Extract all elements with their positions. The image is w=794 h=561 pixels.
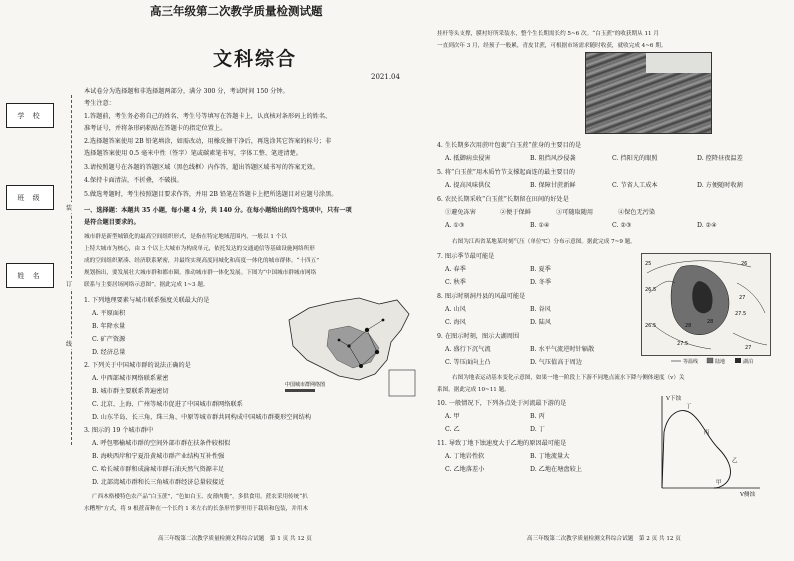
passage-line: 规划指出，要发展壮大城市群和都市圈，推动城市群一体化发展。下图为“中国城市群城市网络 — [84, 270, 317, 276]
option: B. 水平气流逆时针辐散 — [530, 346, 595, 353]
option: D. 冬季 — [530, 279, 552, 286]
passage-line: 右图为江西省某地某时刻气压（单位℃）分布示意图。据此完成 7~9 题。 — [452, 239, 636, 245]
class-label: 班 级 — [17, 194, 43, 202]
option: B. 谷风 — [530, 306, 551, 313]
statement: ④保色无污染 — [618, 209, 656, 216]
isotherm-label: 26 — [741, 261, 748, 267]
binding-line-mark: 线 — [66, 338, 72, 349]
class-box — [6, 185, 54, 210]
passage-line: 城市群是新型城镇化的最高空间组织形式，是指在特定地域范围内，一般以 1 个以 — [84, 234, 287, 240]
passage-line: 系图。据此完成 10~11 题。 — [437, 387, 510, 393]
erosion-graph — [648, 392, 768, 498]
point-jia: 甲 — [716, 480, 722, 486]
legend-isotherm: 等温线 — [683, 359, 699, 365]
note-line: 2.选择题答案使用 2B 铅笔填涂，如需改动，用橡皮擦干净后，再选涂其它答案的标号；非 — [84, 138, 332, 145]
binding-seal-mark: 装 — [66, 202, 72, 213]
sugarcane-photo — [585, 52, 712, 134]
option: D. 方便随时收割 — [697, 182, 743, 189]
point-bing: 丙 — [704, 430, 710, 436]
isotherm-label: 27 — [739, 295, 746, 301]
note-line: 1.答题前，考生务必将自己的姓名、考生号等填写在答题卡上，认真核对条形码上的姓名、 — [84, 113, 332, 120]
note-line: 4.保持卡面清洁，不折叠，不破损。 — [84, 177, 183, 184]
option: C. 挡阳光的眼照 — [612, 155, 658, 162]
option: C. 海风 — [445, 319, 466, 326]
option: A. 春季 — [445, 266, 466, 273]
legend-land: 陆地 — [715, 359, 726, 365]
note-line: 准考证号，并将条形码粘贴在答题卡的指定位置上。 — [84, 125, 227, 132]
question-9: 9. 在图示时刻，图示大湖周围 — [437, 333, 520, 340]
question-1: 1. 下列地理要素与城市联系强度关联最大的是 — [84, 297, 210, 304]
option: C. 乙地落差小 — [445, 466, 485, 473]
isotherm-map — [641, 253, 771, 365]
school-label: 学 校 — [17, 112, 43, 120]
option: A. 平原面积 — [92, 310, 126, 317]
option: B. 海峡西岸和宁夏沿黄城市群产业结构互补性强 — [92, 453, 225, 460]
option: B. ①④ — [530, 222, 550, 229]
option: B. 年降水量 — [92, 323, 126, 330]
option: B. 保障甘蔗新鲜 — [530, 182, 576, 189]
point-yi: 乙 — [732, 458, 738, 464]
isotherm-label: 26.5 — [645, 323, 657, 329]
option: A. ①③ — [445, 222, 465, 229]
statement: ①避免冻害 — [445, 209, 476, 216]
question-4: 4. 生长期多次用蔗叶包裹“白玉蔗”蔗身的主要目的是 — [437, 142, 582, 149]
name-box — [6, 263, 54, 288]
option: D. 山东半岛、长三角、珠三角、中原等城市群共同构成中国城市群菱形空间结构 — [92, 414, 312, 421]
passage-line: 联系与主要居场网络示意图”。据此完成 1~3 题。 — [84, 282, 209, 288]
map-caption: 中国城市群网络图 — [285, 382, 326, 388]
question-6: 6. 农民长期采收“白玉蔗”长期留在田间的好处是 — [437, 196, 569, 203]
isotherm-label: 25 — [645, 261, 652, 267]
page-footer-right: 高三年级第二次教学质量检测文科综合试题 第 2 页 共 12 页 — [527, 536, 681, 542]
question-7: 7. 图示季节最可能是 — [437, 253, 495, 260]
option: B. 丙 — [530, 413, 545, 420]
china-city-network-map — [279, 290, 419, 400]
note-line: 选择题答案使用 0.5 毫米中性（签字）笔或碳素笔书写，字体工整、笔迹清楚。 — [84, 150, 302, 157]
notice-title: 考生注意： — [84, 100, 115, 107]
option: B. 丁地流量大 — [530, 453, 570, 460]
question-10: 10. 一般情况下，下列各点处于河流最下游的是 — [437, 400, 567, 407]
note-line: 5.做选考题时，考生按照题目要求作答，并用 2B 铅笔在答题卡上把所选题目对应题号涂黑。 — [84, 191, 338, 198]
isotherm-label: 28 — [685, 323, 692, 329]
section-heading: 一、选择题：本题共 35 小题，每小题 4 分，共 140 分。在每小题给出的四个选项中，只有一项 — [84, 207, 352, 214]
option: C. 秋季 — [445, 279, 466, 286]
section-heading-cont: 是符合题目要求的。 — [84, 219, 140, 226]
statement: ③可随取随用 — [556, 209, 594, 216]
option: A. 山风 — [445, 306, 466, 313]
subject-title: 文科综合 — [213, 48, 298, 70]
option: D. 气压值高于周边 — [530, 359, 582, 366]
note-line: 3.请按照题号在各题的答题区域（黑色线框）内作答，超出答题区域书写的答案无效。 — [84, 164, 319, 171]
isotherm-label: 27.5 — [735, 311, 747, 317]
option: A. 呼包鄂榆城市群的空间外部市群在扶条件较相似 — [92, 440, 231, 447]
page-footer-left: 高三年级第二次教学质量检测文科综合试题 第 1 页 共 12 页 — [158, 536, 312, 542]
option: C. 乙 — [445, 426, 460, 433]
option: B. 夏季 — [530, 266, 551, 273]
option: C. 哈长城市群和成渝城市群石油天然气资源丰足 — [92, 466, 225, 473]
option: C. 矿产资源 — [92, 336, 126, 343]
question-11: 11. 导致丁地下蚀速度大于乙地的原因最可能是 — [437, 440, 567, 447]
option: D. 陆风 — [530, 319, 552, 326]
passage-line: 上特大城市为核心，由 3 个以上大城市为构成单元，依托发达的交通通信等基础设施网络所形 — [84, 246, 315, 252]
school-box — [6, 103, 54, 128]
option: B. 阻挡风沙侵袭 — [530, 155, 576, 162]
binding-dashed-line — [71, 95, 72, 445]
isotherm-label: 27 — [745, 345, 752, 351]
exam-title: 高三年级第二次教学质量检测试题 — [150, 4, 323, 18]
option: A. 甲 — [445, 413, 460, 420]
option: D. ②④ — [697, 222, 717, 229]
option: D. 控降昼夜温差 — [697, 155, 743, 162]
isotherm-label: 26.5 — [645, 287, 657, 293]
option: C. ②③ — [612, 222, 632, 229]
exam-date: 2021.04 — [371, 73, 400, 81]
option: C. 等压面向上凸 — [445, 359, 491, 366]
question-8: 8. 图示时刻洞丹县的风最可能是 — [437, 293, 526, 300]
legend-lake: 湖泊 — [743, 359, 754, 365]
option: C. 节省人工成本 — [612, 182, 658, 189]
passage-line: 成的空间组织紧凑、经济联系紧密，并最终实现高度同城化和高度一体化的城市群体。“十四五” — [84, 258, 320, 264]
point-ding: 丁 — [686, 404, 692, 410]
option: A. 抵御病虫侵害 — [445, 155, 491, 162]
option: A. 盛行下沉气流 — [445, 346, 491, 353]
question-3: 3. 图示的 19 个城市群中 — [84, 427, 154, 434]
graph-xlabel: V侧蚀 — [740, 492, 755, 498]
option: D. 乙地在塘盘较上 — [530, 466, 582, 473]
passage-line: 一直到次年 3 月，经预子一般累，青皮甘蔗，可根据市场需求随时收获，就收完成 4~6 期。 — [437, 43, 667, 49]
option: D. 丁 — [530, 426, 545, 433]
binding-order-mark: 订 — [66, 278, 72, 289]
statement: ②便于保鲜 — [500, 209, 531, 216]
option: D. 经济总量 — [92, 349, 126, 356]
question-5: 5. 将“白玉蔗”用木质竹节支撑起面连的最主要目的 — [437, 169, 575, 176]
passage-line: 水糟埋”方式，将 9 根蔗苗种在一个长约 1 米左右的长条形竹箩里用于栽培和包装，并用木 — [84, 506, 309, 512]
option: D. 北部湾城市群和长三角城市群经济总量较接近 — [92, 479, 225, 486]
name-label: 姓 名 — [17, 272, 43, 280]
passage-line: 右图为地表运动基本变化示意图，如果一地一阶段上下游不同地点流水下降与侧体速度（v）关 — [452, 375, 685, 381]
isotherm-label: 28 — [707, 319, 714, 325]
option: A. 丁地岩性软 — [445, 453, 485, 460]
graph-ylabel: V下蚀 — [666, 396, 681, 402]
passage-line: 广西木格楼特色农产品“白玉蔗”，“色如白玉、皮薄肉脆”，多供食用。蔗农采用传统“扒 — [92, 494, 308, 500]
option: B. 城市群主要联系普遍密切 — [92, 388, 169, 395]
exam-intro: 本试卷分为选择题和非选择题两部分，满分 300 分，考试时间 150 分钟。 — [84, 88, 289, 95]
option: A. 中西部城市网络联系紧密 — [92, 375, 169, 382]
question-2: 2. 下列关于中国城市群的说法正确的是 — [84, 362, 191, 369]
option: A. 提高风味供仪 — [445, 182, 491, 189]
isotherm-label: 27.5 — [677, 341, 689, 347]
option: C. 北京、上海、广州等城市促进了中国城市群网络联系 — [92, 401, 243, 408]
passage-line: 挂杆等头支撑，膜衬好所采装水，整个生长期需长约 5~6 次。“白玉蔗”的收获期从 11 月 — [437, 31, 659, 37]
